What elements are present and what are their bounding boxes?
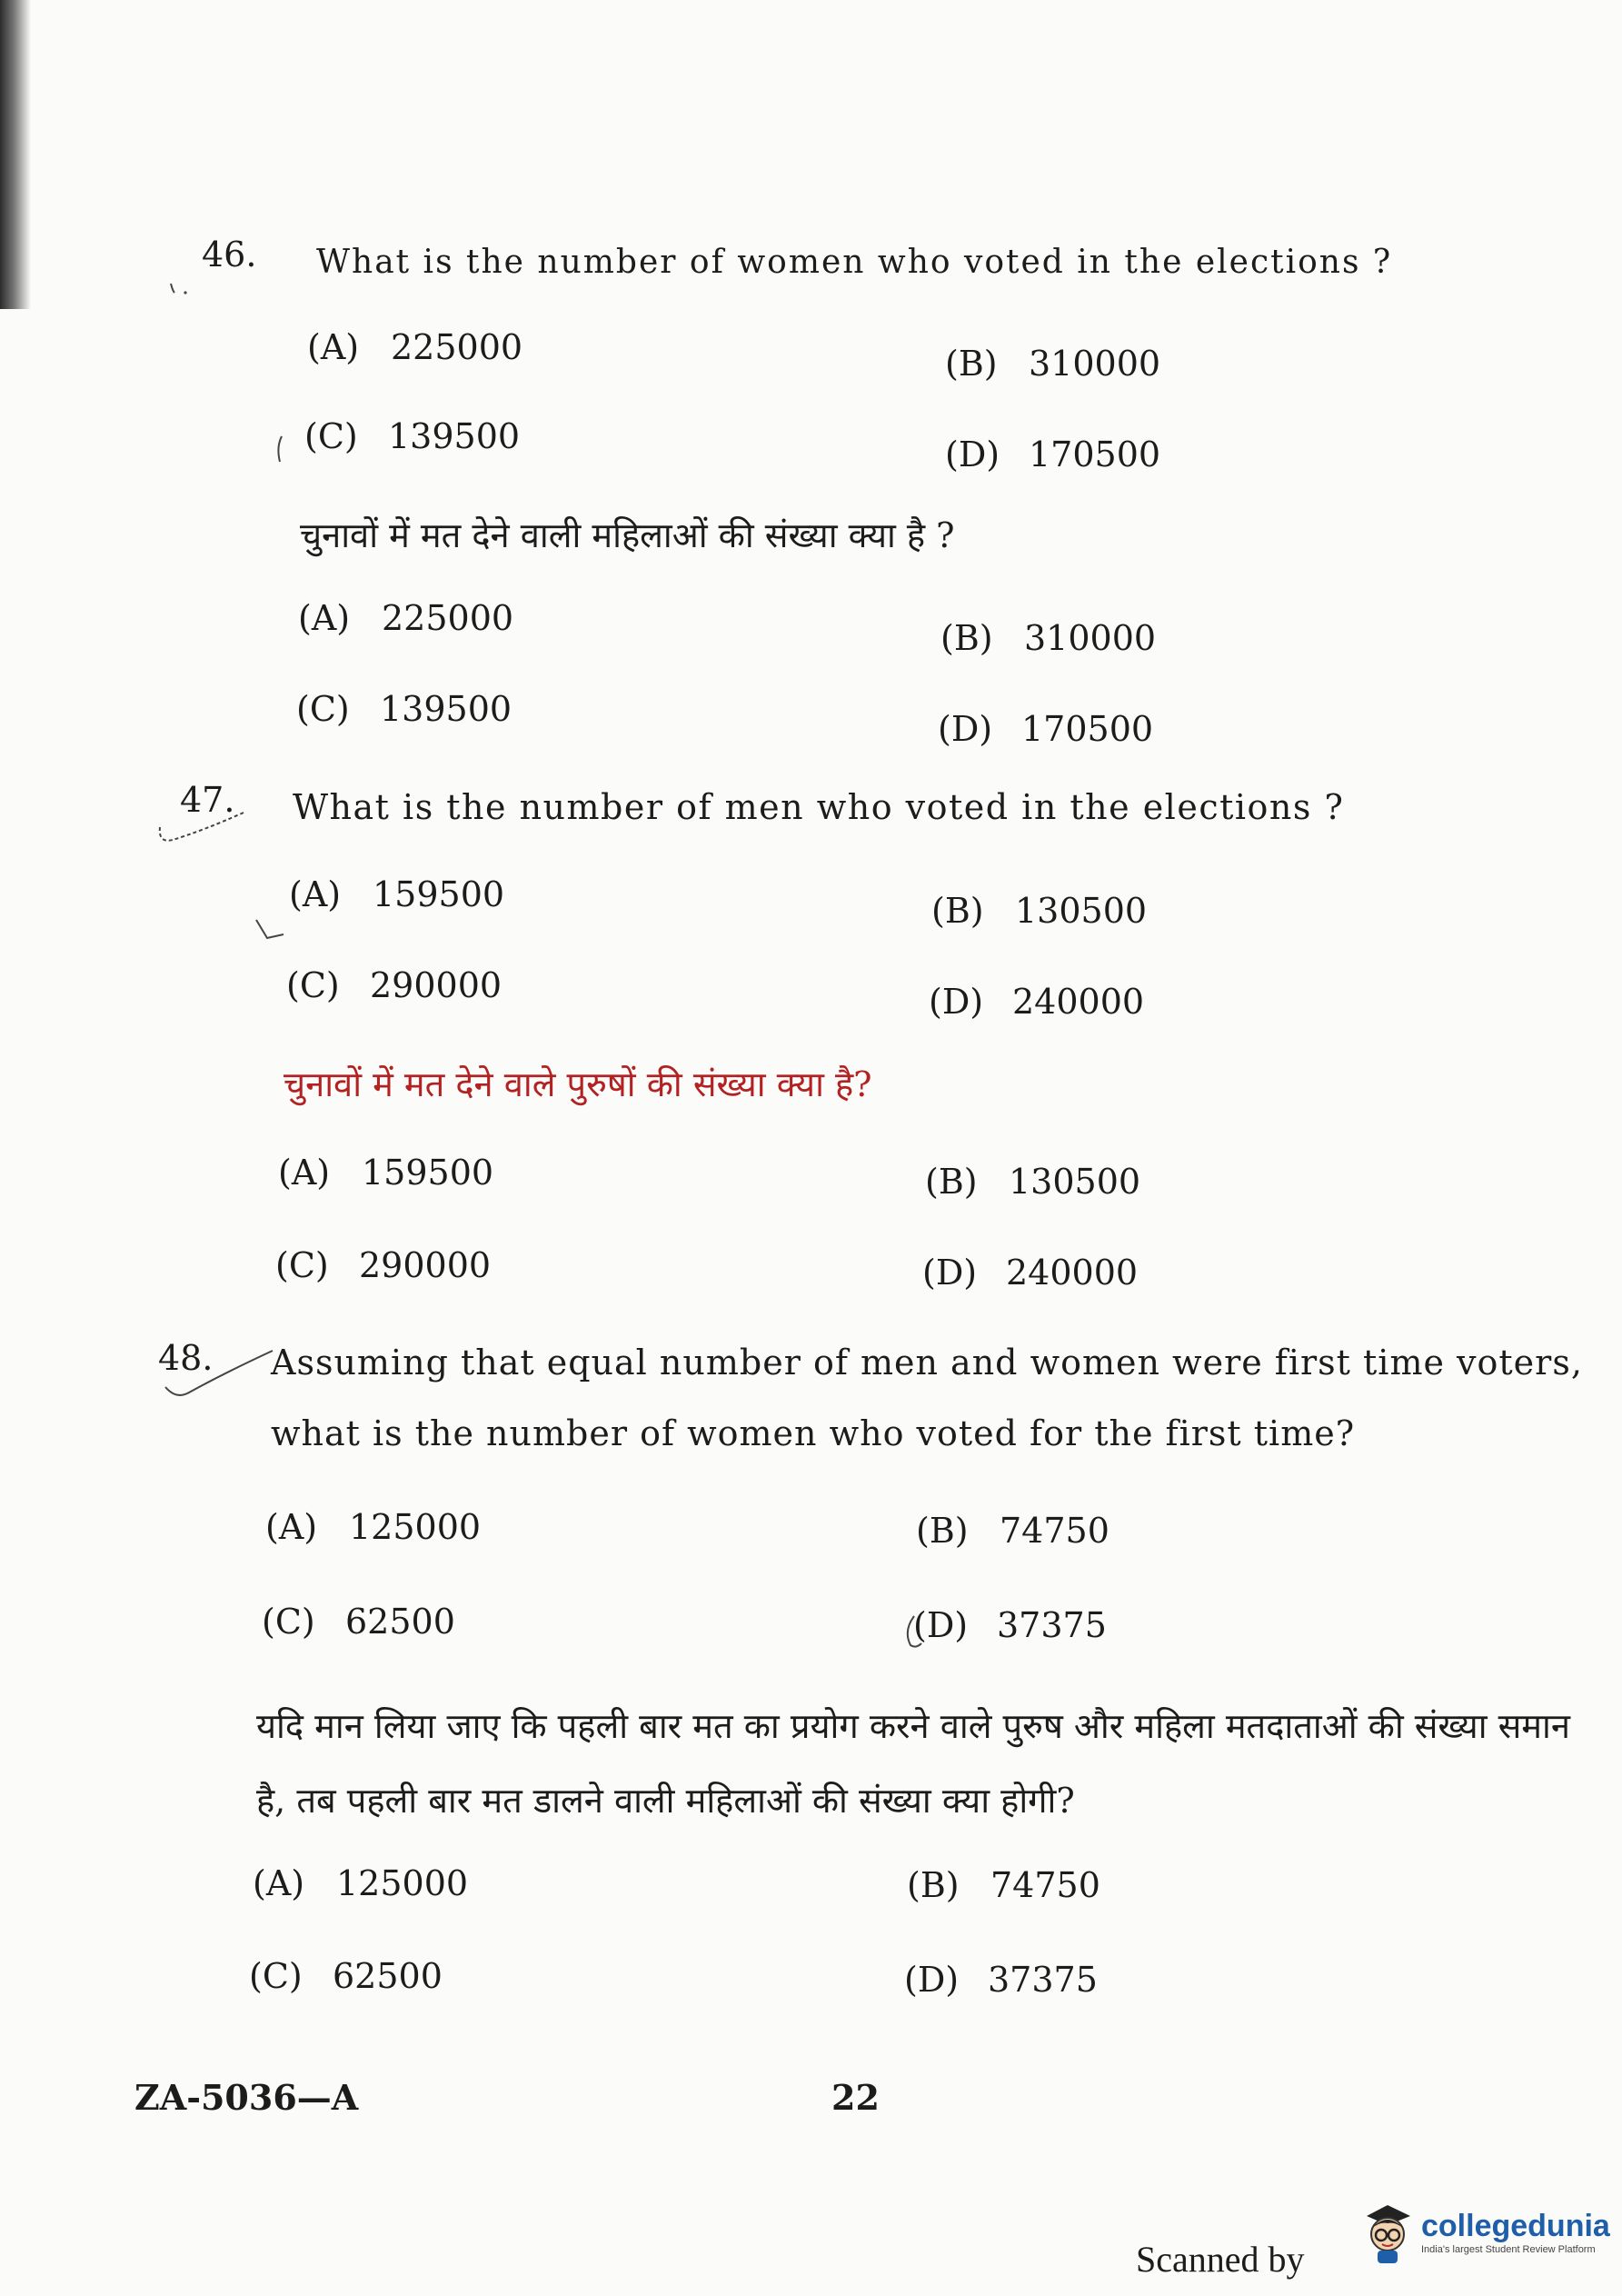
q46-option-c-en[interactable]: (C) 139500 bbox=[304, 416, 521, 456]
q46-number: 46. bbox=[202, 235, 257, 275]
collegedunia-logo bbox=[1359, 2198, 1610, 2265]
q48-number: 48. bbox=[158, 1338, 214, 1378]
q47-option-c-hi[interactable]: (C) 290000 bbox=[275, 1245, 492, 1285]
q46-option-d-en[interactable]: (D) 170500 bbox=[945, 434, 1161, 474]
q48-option-d-hi[interactable]: (D) 37375 bbox=[904, 1960, 1098, 2000]
q46-text-en: What is the number of women who voted in the elections ? bbox=[316, 244, 1393, 281]
paper-code: ZA-5036—A bbox=[134, 2077, 359, 2118]
q47-option-d-en[interactable]: (D) 240000 bbox=[929, 982, 1145, 1022]
q48-option-a-en[interactable]: (A) 125000 bbox=[265, 1507, 482, 1547]
pen-tick-mark bbox=[164, 273, 209, 300]
q47-option-c-en[interactable]: (C) 290000 bbox=[286, 965, 503, 1005]
scanned-by-text: Scanned by bbox=[1136, 2239, 1305, 2280]
q46-option-c-hi[interactable]: (C) 139500 bbox=[296, 689, 512, 729]
pen-tick-mark bbox=[269, 431, 296, 467]
brand-tagline: India's largest Student Review Platform bbox=[1421, 2243, 1596, 2255]
q48-text-hi: यदि मान लिया जाए कि पहली बार मत का प्रयोग करने वाले पुरुष और महिला मतदाताओं की संख्या समान है, तब पहली बार मत डालने वाली महिलाओं की संख्या क्या होगी? bbox=[256, 1706, 1570, 1821]
pen-tick-mark bbox=[898, 1609, 934, 1654]
page-number: 22 bbox=[831, 2077, 880, 2118]
q48-option-c-hi[interactable]: (C) 62500 bbox=[249, 1956, 443, 1996]
pen-tick-mark bbox=[251, 914, 296, 951]
scan-edge-shadow bbox=[0, 0, 31, 309]
q47-option-b-hi[interactable]: (B) 130500 bbox=[925, 1162, 1141, 1202]
q47-option-a-en[interactable]: (A) 159500 bbox=[289, 874, 505, 914]
q47-text-en: What is the number of men who voted in the elections ? bbox=[293, 787, 1345, 827]
q48-option-b-hi[interactable]: (B) 74750 bbox=[907, 1865, 1100, 1905]
q46-option-d-hi[interactable]: (D) 170500 bbox=[938, 709, 1154, 749]
q47-option-a-hi[interactable]: (A) 159500 bbox=[278, 1153, 494, 1193]
pen-tick-mark bbox=[153, 807, 253, 862]
mascot-icon bbox=[1359, 2198, 1416, 2265]
q48-option-b-en[interactable]: (B) 74750 bbox=[916, 1511, 1110, 1551]
q48-option-c-en[interactable]: (C) 62500 bbox=[262, 1602, 455, 1642]
q48-option-a-hi[interactable]: (A) 125000 bbox=[253, 1863, 469, 1903]
q47-number: 47. bbox=[180, 780, 235, 820]
brand-name: collegedunia bbox=[1421, 2208, 1610, 2243]
q46-option-b-hi[interactable]: (B) 310000 bbox=[940, 618, 1157, 658]
pen-tick-mark bbox=[153, 1340, 280, 1413]
q46-option-a-hi[interactable]: (A) 225000 bbox=[298, 598, 514, 638]
q47-option-b-en[interactable]: (B) 130500 bbox=[931, 891, 1148, 931]
q46-text-hi: चुनावों में मत देने वाली महिलाओं की संख्या क्या है ? bbox=[300, 515, 955, 555]
q48-text-en: Assuming that equal number of men and women were first time voters, what is the number of women who voted for the first time? bbox=[271, 1343, 1583, 1453]
q47-option-d-hi[interactable]: (D) 240000 bbox=[922, 1253, 1139, 1293]
q47-text-hi: चुनावों में मत देने वाले पुरुषों की संख्या क्या है? bbox=[284, 1064, 872, 1104]
q46-option-b-en[interactable]: (B) 310000 bbox=[945, 344, 1161, 384]
q48-option-d-en[interactable]: (D) 37375 bbox=[913, 1605, 1107, 1645]
q46-option-a-en[interactable]: (A) 225000 bbox=[307, 327, 523, 367]
